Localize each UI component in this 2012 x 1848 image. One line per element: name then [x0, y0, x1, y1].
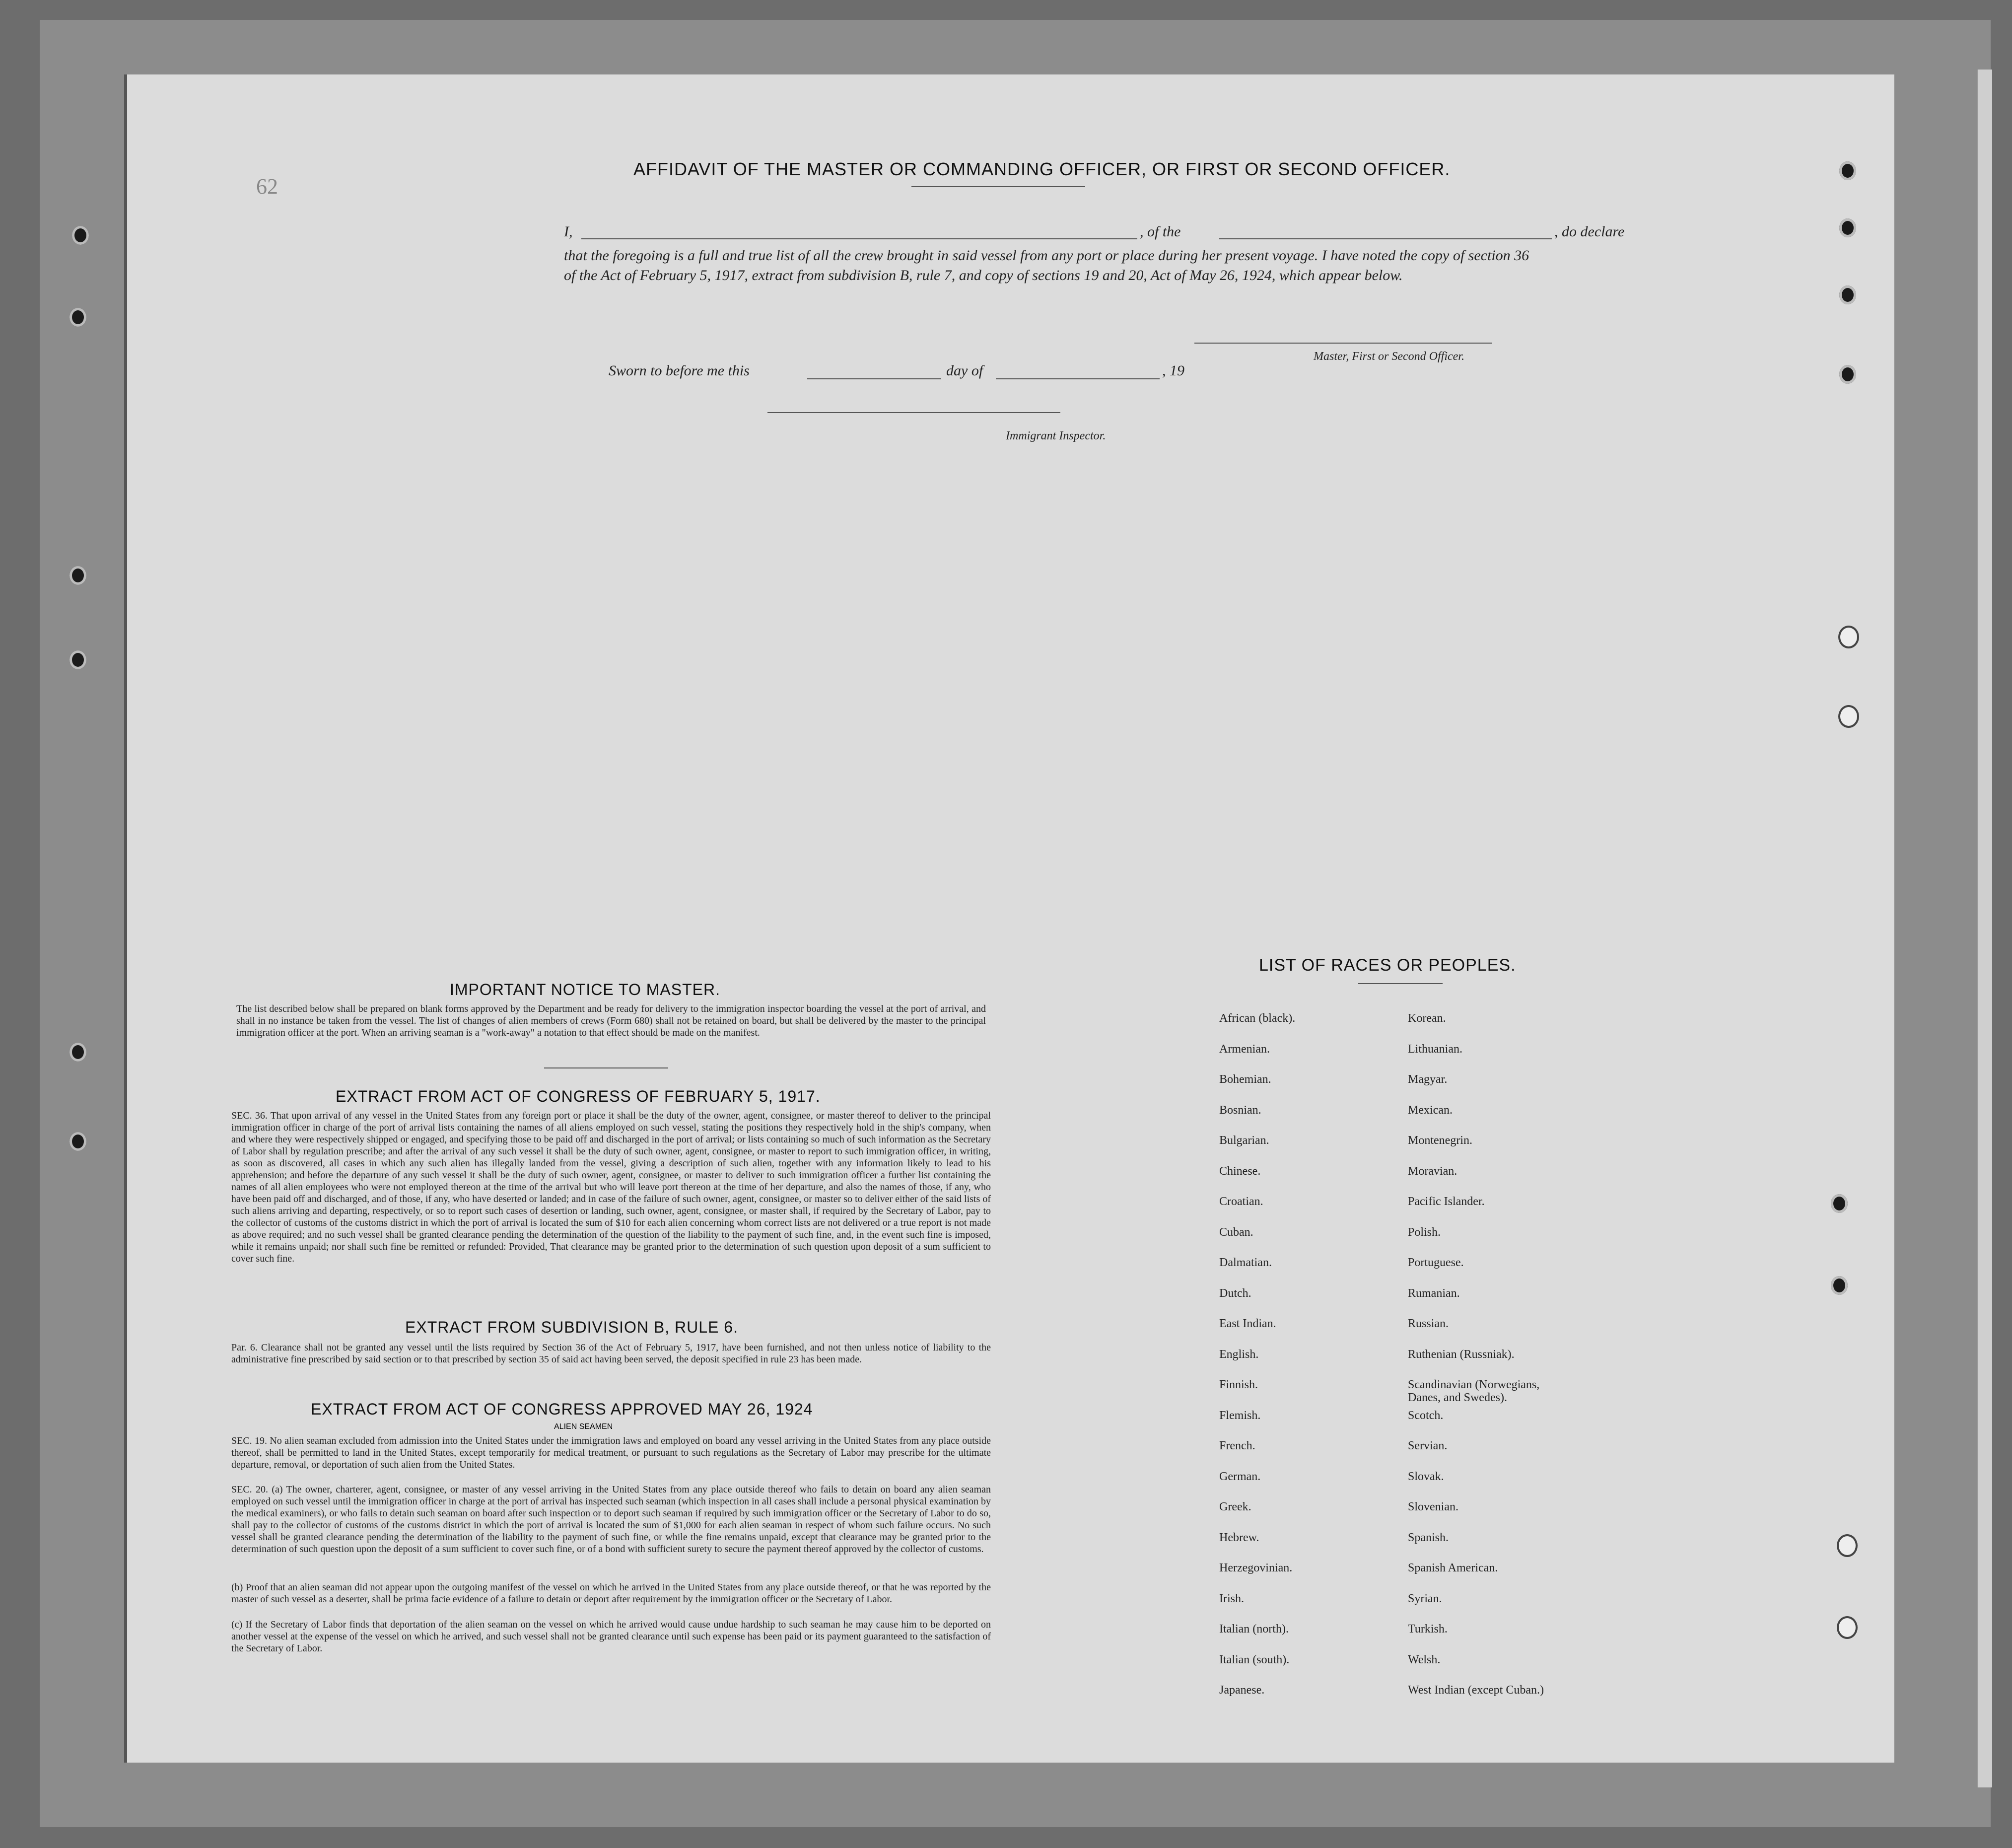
race-item: Pacific Islander.	[1408, 1195, 1485, 1208]
binder-hole	[1839, 365, 1856, 384]
race-item: Mexican.	[1408, 1103, 1453, 1117]
race-item: Flemish.	[1219, 1409, 1261, 1422]
race-item: Ruthenian (Russniak).	[1408, 1348, 1515, 1361]
race-item: Japanese.	[1219, 1684, 1265, 1697]
extract-1917-title: EXTRACT FROM ACT OF CONGRESS OF FEBRUARY 5, 1917.	[336, 1087, 821, 1105]
races-title: LIST OF RACES OR PEOPLES.	[1259, 956, 1516, 975]
race-item: Russian.	[1408, 1317, 1449, 1330]
rule6-body: Par. 6. Clearance shall not be granted any vessel until the lists required by Section 36 of the Act of February 5, 1917, have been furnished, and not then unless notice of liability to the administrative fine prescribed by said section or to that prescribed by section 35 of said act having been served, the deposit specified in rule 23 has been made.	[231, 1342, 991, 1365]
race-item: Servian.	[1408, 1439, 1448, 1452]
affidavit-title: AFFIDAVIT OF THE MASTER OR COMMANDING OFFICER, OR FIRST OR SECOND OFFICER.	[633, 159, 1451, 179]
race-item: Rumanian.	[1408, 1286, 1460, 1300]
race-item: Herzegovinian.	[1219, 1562, 1293, 1574]
rule6-title: EXTRACT FROM SUBDIVISION B, RULE 6.	[405, 1318, 738, 1336]
name-line	[581, 238, 1137, 239]
year-label: , 19	[1162, 362, 1184, 379]
race-item: Portuguese.	[1408, 1256, 1464, 1269]
extract-1924-title: EXTRACT FROM ACT OF CONGRESS APPROVED MAY 26, 1924	[311, 1400, 813, 1418]
race-item: Montenegrin.	[1408, 1134, 1472, 1147]
inspector-label: Immigrant Inspector.	[1006, 429, 1106, 442]
affidavit-declare: , do declare	[1554, 223, 1625, 240]
race-item: African (black).	[1219, 1012, 1296, 1025]
day-of: day of	[946, 362, 983, 379]
race-item: Slovenian.	[1408, 1500, 1458, 1513]
binder-hole	[72, 226, 89, 245]
inspector-line	[767, 412, 1060, 413]
race-item: Turkish.	[1408, 1623, 1448, 1635]
sheet-edge	[1977, 70, 1992, 1787]
race-item: Dutch.	[1219, 1286, 1251, 1300]
race-item: Lithuanian.	[1408, 1042, 1462, 1056]
day-line	[807, 378, 941, 379]
race-item: Welsh.	[1408, 1653, 1441, 1666]
sworn-text: Sworn to before me this	[609, 362, 750, 379]
binder-hole	[1837, 1616, 1858, 1639]
race-item: English.	[1219, 1348, 1259, 1361]
races-underline	[1358, 983, 1443, 984]
binder-hole	[69, 1132, 86, 1151]
race-item: Scotch.	[1408, 1409, 1444, 1422]
title-underline	[911, 186, 1085, 187]
binder-hole	[1839, 161, 1856, 180]
race-item: Bosnian.	[1219, 1103, 1261, 1117]
binder-hole	[1838, 705, 1859, 728]
sec19-text: SEC. 19. No alien seaman excluded from admission into the United States under the immigration laws and employed on board any vessel arriving in the United States from any place outside thereof, shall be permitted to land in the United States, except temporarily for medical treatment, or pursuant to such regulations as the Secretary of Labor may prescribe for the ultimate departure, removal, or deportation of such alien from the United States.	[231, 1435, 991, 1470]
affidavit-of-the: , of the	[1140, 223, 1181, 240]
extract-1917-body: SEC. 36. That upon arrival of any vessel in the United States from any foreign port or place it shall be the duty of the owner, agent, consignee, or master thereof to deliver to the principal immigration officer in charge of the port of arrival lists containing the names of all aliens employed on such vessel, stating the positions they respectively hold in the ship's company, when and where they were respectively shipped or engaged, and specifying those to be paid off and discharged in the port of arrival; or lists containing so much of such information as the Secretary of Labor shall by regulation prescribe; and after the arrival of any such vessel it shall be the duty of such owner, agent, consignee, or master to report to such immigration officer, in writing, as soon as discovered, all cases in which any such alien has illegally landed from the vessel, giving a description of such alien, together with any information likely to lead to his apprehension; and before the departure of any such vessel it shall be the duty of such owner, agent, consignee, or master to deliver to such immigration officer a further list containing the names of all alien employees who were not employed thereon at the time of the arrival but who will leave port thereon at the time of her departure, and also the names of those, if any, who have been paid off and discharged, and of those, if any, who have deserted or landed; and in case of the failure of such owner, agent, consignee, or master so to deliver either of the said lists of such aliens arriving and departing, respectively, or so to report such cases of desertion or landing, such owner, agent, consignee, or master shall, if required by the Secretary of Labor, pay to the collector of customs of the customs district in which the port of arrival is located the sum of $10 for each alien concerning whom correct lists are not delivered or a true report is not made as above required; and no such vessel shall be granted clearance pending the determination of the question of the liability to the payment of such fine, and, in the event such fine is imposed, while it remains unpaid; nor shall such fine be remitted or refunded: Provided, That clearance may be granted prior to the determination of such question upon deposit of a sum sufficient to cover such fine.	[231, 1110, 991, 1264]
sec20a-text: SEC. 20. (a) The owner, charterer, agent, consignee, or master of any vessel arriving in the United States from any place outside thereof who fails to detain on board any alien seaman employed on such vessel until the immigration officer in charge at the port of arrival has inspected such seaman (which inspection in all cases shall include a personal physical examination by the medical examiners), or who fails to detain such seaman on board after such inspection or to deport such seaman if required by such immigration officer or the Secretary of Labor to do so, shall pay to the collector of customs of the customs district in which the port of arrival is located the sum of $1,000 for each alien seaman in respect of whom such failure occurs. No such vessel shall be granted clearance pending the determination of the liability to the payment of such fine, or while the fine remains unpaid, except that clearance may be granted prior to the determination of such question upon the deposit of a sum sufficient to cover such fine, or of a bond with sufficient surety to secure the payment thereof approved by the collector of customs.	[231, 1484, 991, 1555]
race-item: Chinese.	[1219, 1164, 1261, 1178]
binder-hole	[69, 566, 86, 585]
binder-hole	[69, 308, 86, 327]
race-item: Hebrew.	[1219, 1531, 1259, 1544]
signature-line	[1194, 343, 1492, 344]
race-item: East Indian.	[1219, 1317, 1276, 1330]
race-item: Armenian.	[1219, 1042, 1270, 1056]
race-item: German.	[1219, 1470, 1261, 1483]
race-item: Greek.	[1219, 1500, 1251, 1513]
race-item: Moravian.	[1408, 1164, 1457, 1178]
race-item: Spanish American.	[1408, 1562, 1498, 1574]
race-item: Irish.	[1219, 1592, 1244, 1605]
notice-body: The list described below shall be prepared on blank forms approved by the Department and be ready for delivery to the immigration inspector boarding the vessel at the port of arrival, and shall in no instance be taken from the vessel. The list of changes of alien members of crews (Form 680) shall not be retained on board, but shall be delivered by the master to the principal immigration officer at the port. When an arriving seaman is a "work-away" a notation to that effect should be made on the manifest.	[236, 1003, 986, 1038]
binder-hole	[1831, 1194, 1848, 1213]
race-item: West Indian (except Cuban.)	[1408, 1684, 1544, 1697]
binder-hole	[69, 650, 86, 669]
race-item: Italian (south).	[1219, 1653, 1290, 1666]
race-item: Cuban.	[1219, 1225, 1253, 1239]
divider	[544, 1067, 668, 1068]
race-item: Finnish.	[1219, 1378, 1258, 1391]
race-item: Syrian.	[1408, 1592, 1442, 1605]
race-item: Slovak.	[1408, 1470, 1444, 1483]
race-item: Spanish.	[1408, 1531, 1449, 1544]
vessel-line	[1219, 238, 1552, 239]
race-item: French.	[1219, 1439, 1255, 1452]
binder-hole	[1839, 218, 1856, 237]
binder-hole	[1839, 285, 1856, 304]
page-number: 62	[256, 174, 278, 199]
binder-hole	[1831, 1276, 1848, 1295]
sec20c-text: (c) If the Secretary of Labor finds that deportation of the alien seaman on the vessel on which he arrived would cause undue hardship to such seaman he may cause him to be deported on another vessel at the expense of the vessel on which he arrived, and such vessel shall not be granted clearance until such expense has been paid or its payment guaranteed to the satisfaction of the Secretary of Labor.	[231, 1619, 991, 1654]
race-item: Bulgarian.	[1219, 1134, 1269, 1147]
alien-seamen-subtitle: ALIEN SEAMEN	[554, 1422, 613, 1431]
binder-hole	[1838, 626, 1859, 648]
race-item: Bohemian.	[1219, 1073, 1271, 1086]
document-page	[124, 74, 1894, 1763]
race-item: Dalmatian.	[1219, 1256, 1272, 1269]
signature-label: Master, First or Second Officer.	[1314, 350, 1464, 363]
binder-hole	[69, 1043, 86, 1062]
sec20b-text: (b) Proof that an alien seaman did not appear upon the outgoing manifest of the vessel on which he arrived in the United States from any place outside thereof, or that he was reported by the master of such vessel as a deserter, shall be prima facie evidence of a failure to detain or deport after requirement by the immigration officer or the Secretary of Labor.	[231, 1582, 991, 1605]
notice-title: IMPORTANT NOTICE TO MASTER.	[450, 981, 720, 998]
race-item: Korean.	[1408, 1012, 1446, 1025]
race-item: Magyar.	[1408, 1073, 1448, 1086]
month-line	[996, 378, 1160, 379]
affidavit-i: I,	[564, 223, 573, 240]
race-item: Scandinavian (Norwegians, Danes, and Swedes).	[1408, 1378, 1540, 1404]
race-item: Croatian.	[1219, 1195, 1263, 1208]
binder-hole	[1837, 1534, 1858, 1557]
race-item: Italian (north).	[1219, 1623, 1289, 1635]
affidavit-body: that the foregoing is a full and true list of all the crew brought in said vessel from any port or place during her present voyage. I have noted the copy of section 36 of the Act of February 5, 1917, extract from subdivision B, rule 7, and copy of sections 19 and 20, Act of May 26, 1924, which appear below.	[564, 247, 1529, 284]
race-item: Polish.	[1408, 1225, 1441, 1239]
